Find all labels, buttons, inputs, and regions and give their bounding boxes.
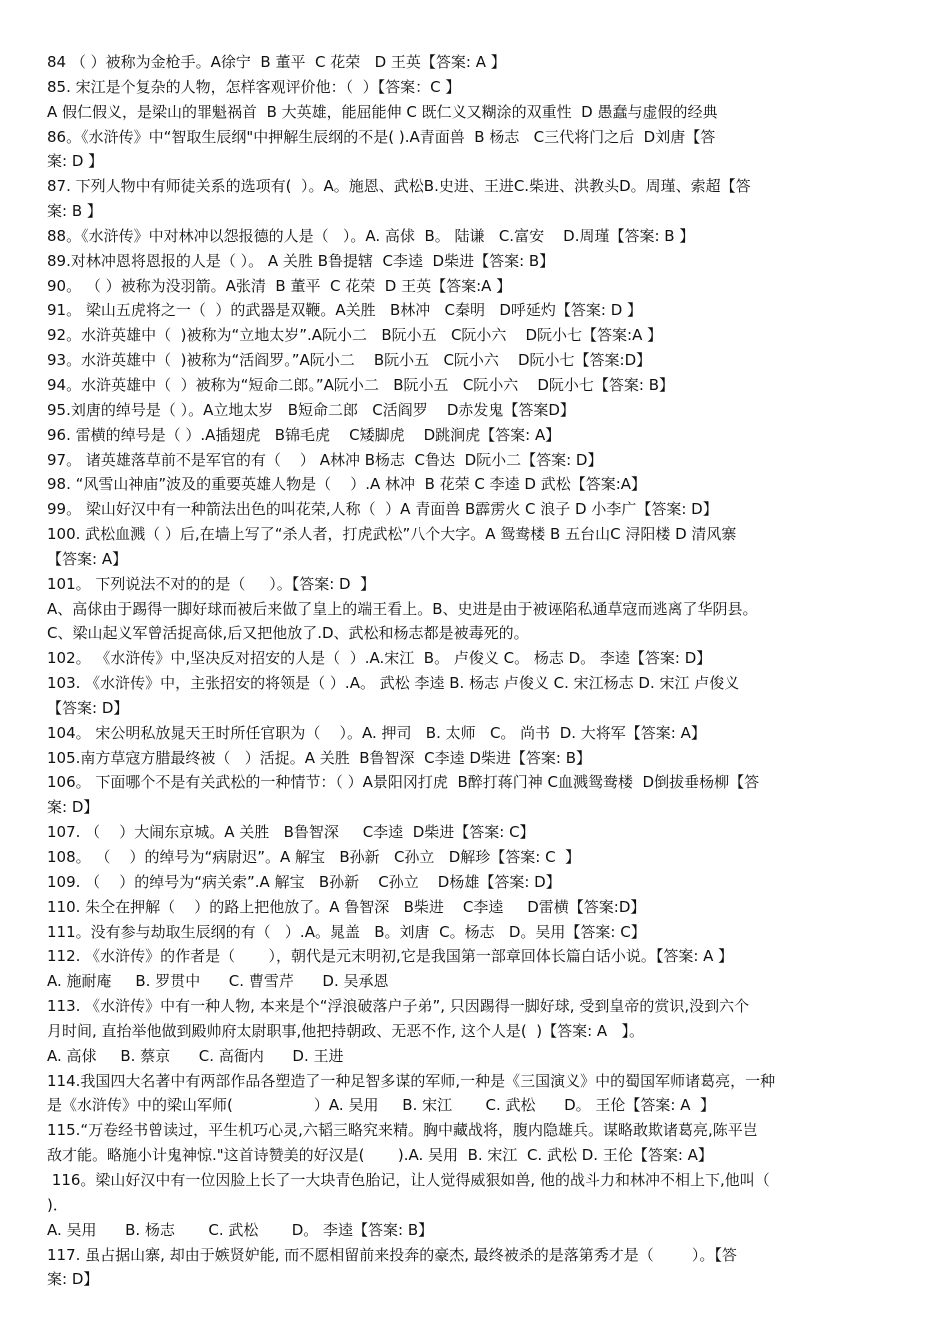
text-line: 89.对林冲恩将恩报的人是（ ）。 A 关胜 B鲁提辖 C李逵 D柴进【答案: B】	[47, 251, 555, 270]
text-line: 112. 《水浒传》的作者是（ ），朝代是元末明初,它是我国第一部章回体长篇白话小说。【答案: A 】	[47, 947, 734, 966]
text-line: 102。 《水浒传》中,坚决反对招安的人是（ ）.A.宋江 B。 卢俊义 C。 杨志 D。 李逵【答案: D】	[47, 649, 712, 668]
text-line: 104。 宋公明私放晁天王时所任官职为（ ）。A. 押司 B. 太师 C。 尚书 D. 大将军【答案: A】	[47, 723, 706, 742]
text-line: C、梁山起义军曾活捉高俅,后又把他放了.D、武松和杨志都是被毒死的。	[47, 624, 529, 643]
text-line: 月时间, 直抬举他做到殿帅府太尉职事,他把持朝政、无恶不作, 这个人是( )【答案: A 】。	[47, 1021, 644, 1040]
text-line: 案: D】	[47, 1270, 99, 1289]
text-line: 101。 下列说法不对的的是（ ）。【答案: D 】	[47, 574, 376, 593]
text-line: 敌才能。略施小计鬼神惊."这首诗赞美的好汉是( ).A. 吴用 B. 宋江 C. 武松 D. 王伦【答案: A】	[47, 1146, 713, 1165]
text-line: 116。梁山好汉中有一位因脸上长了一大块青色胎记，让人觉得威狠如兽, 他的战斗力和林冲不相上下,他叫（	[47, 1170, 770, 1189]
text-line: 107. （ ）大闹东京城。A 关胜 B鲁智深 C李逵 D柴进【答案: C】	[47, 823, 535, 842]
text-line: 98. “风雪山神庙”波及的重要英雄人物是（ ）.A 林冲 B 花荣 C 李逵 D 武松【答案:A】	[47, 475, 647, 494]
text-line: A. 吴用 B. 杨志 C. 武松 D。 李逵【答案: B】	[47, 1220, 434, 1239]
text-line: 97。 诸英雄落草前不是军官的有（ ） A林冲 B杨志 C鲁达 D阮小二【答案: D】	[47, 450, 603, 469]
text-line: 90。 （ ）被称为没羽箭。A张清 B 董平 C 花荣 D 王英【答案:A 】	[47, 276, 512, 295]
text-line: A. 高俅 B. 蔡京 C. 高衙内 D. 王进	[47, 1046, 344, 1065]
text-line: 105.南方草寇方腊最终被（ ）活捉。A 关胜 B鲁智深 C李逵 D柴进【答案: B】	[47, 748, 592, 767]
text-line: 是《水浒传》中的梁山军师( ）A. 吴用 B. 宋江 C. 武松 D。 王伦【答案: A 】	[47, 1096, 716, 1115]
text-line: )．	[47, 1195, 68, 1214]
document-body	[47, 50, 907, 1292]
text-line: 117. 虽占据山寨, 却由于嫉贤妒能, 而不愿相留前来投奔的豪杰, 最终被杀的是落第秀才是（ ）。【答	[47, 1245, 737, 1264]
text-line: 93。水浒英雄中（ )被称为“活阎罗。”A阮小二 B阮小五 C阮小六 D阮小七【答案:D】	[47, 351, 652, 370]
text-line: A 假仁假义，是梁山的罪魁祸首 B 大英雄，能屈能伸 C 既仁义又糊涂的双重性 D 愚蠢与虚假的经典	[47, 102, 718, 121]
text-line: 85. 宋江是个复杂的人物，怎样客观评价他：（ ）【答案：C 】	[47, 77, 461, 96]
text-line: 110. 朱仝在押解（ ）的路上把他放了。A 鲁智深 B柴进 C李逵 D雷横【答案:D】	[47, 897, 646, 916]
text-line: 94。水浒英雄中（ ）被称为“短命二郎。”A阮小二 B阮小五 C阮小六 D阮小七【答案: B】	[47, 375, 675, 394]
text-line: 106。 下面哪个不是有关武松的一种情节：（ ）A景阳冈打虎 B醉打蒋门神 C血溅鸳鸯楼 D倒拔垂杨柳【答	[47, 773, 760, 792]
text-line: 84 （ ）被称为金枪手。A徐宁 B 董平 C 花荣 D 王英【答案: A 】	[47, 53, 506, 71]
text-line: 【答案: D】	[47, 698, 129, 717]
text-line: 96. 雷横的绰号是（ ）.A插翅虎 B锦毛虎 C矮脚虎 D跳涧虎【答案: A】	[47, 425, 561, 444]
text-line: 108。 （ ）的绰号为“病尉迟”。A 解宝 B孙新 C孙立 D解珍【答案: C 】	[47, 848, 581, 866]
text-line: 115.“万卷经书曾读过，平生机巧心灵,六韬三略究来精。胸中藏战将，腹内隐雄兵。谋略敢欺诸葛亮,陈平岂	[47, 1121, 758, 1140]
text-line: 114.我国四大名著中有两部作品各塑造了一种足智多谋的军师,一种是《三国演义》中的蜀国军师诸葛亮，一种	[47, 1071, 776, 1090]
text-line: 111。没有参与劫取生辰纲的有（ ）.A。晁盖 B。刘唐 C。杨志 D。吴用【答案: C】	[47, 922, 646, 941]
text-line: 【答案: A】	[47, 549, 128, 568]
text-line: 95.刘唐的绰号是（ ）。A立地太岁 B短命二郎 C活阎罗 D赤发鬼【答案D】	[47, 400, 575, 419]
text-line: 案: D 】	[47, 152, 104, 171]
text-line: A、高俅由于踢得一脚好球而被后来做了皇上的端王看上。B、史进是由于被诬陷私通草寇而逃离了华阴县。	[47, 599, 758, 618]
text-line: 92。水浒英雄中（ )被称为“立地太岁”.A阮小二 B阮小五 C阮小六 D阮小七【答案:A 】	[47, 326, 663, 345]
text-line: 103. 《水浒传》中，主张招安的将领是（ ）.A。 武松 李逵 B. 杨志 卢俊义 C. 宋江杨志 D. 宋江 卢俊义	[47, 674, 740, 693]
text-line: 109. （ ）的绰号为“病关索”.A 解宝 B孙新 C孙立 D杨雄【答案: D】	[47, 872, 561, 891]
text-line: 113. 《水浒传》中有一种人物, 本来是个“浮浪破落户子弟”, 只因踢得一脚好球, 受到皇帝的赏识,没到六个	[47, 997, 750, 1016]
text-line: 88。《水浒传》中对林冲以怨报德的人是（ ）。A. 高俅 B。 陆谦 C.富安 D.周瑾【答案: B 】	[47, 226, 695, 245]
text-line: 86。《水浒传》中“智取生辰纲"中押解生辰纲的不是( ).A青面兽 B 杨志 C三代将门之后 D刘唐【答	[47, 127, 716, 146]
text-line: A. 施耐庵 B. 罗贯中 C. 曹雪芹 D. 吴承恩	[47, 972, 389, 991]
text-line: 91。 梁山五虎将之一（ ）的武器是双鞭。A关胜 B林冲 C秦明 D呼延灼【答案: D 】	[47, 301, 643, 320]
text-line: 99。 梁山好汉中有一种箭法出色的叫花荣,人称（ ）A 青面兽 B霹雳火 C 浪子 D 小李广【答案: D】	[47, 500, 718, 519]
text-line: 案: B 】	[47, 202, 102, 221]
text-line: 87. 下列人物中有师徒关系的选项有( ）。A。施恩、武松B.史进、王进C.柴进、洪教头D。周瑾、索超【答	[47, 177, 751, 196]
text-line: 100. 武松血溅（ ）后,在墙上写了“杀人者，打虎武松”八个大字。A 鸳鸯楼 B 五台山C 浔阳楼 D 清风寨	[47, 525, 737, 544]
text-line: 案: D】	[47, 798, 99, 817]
